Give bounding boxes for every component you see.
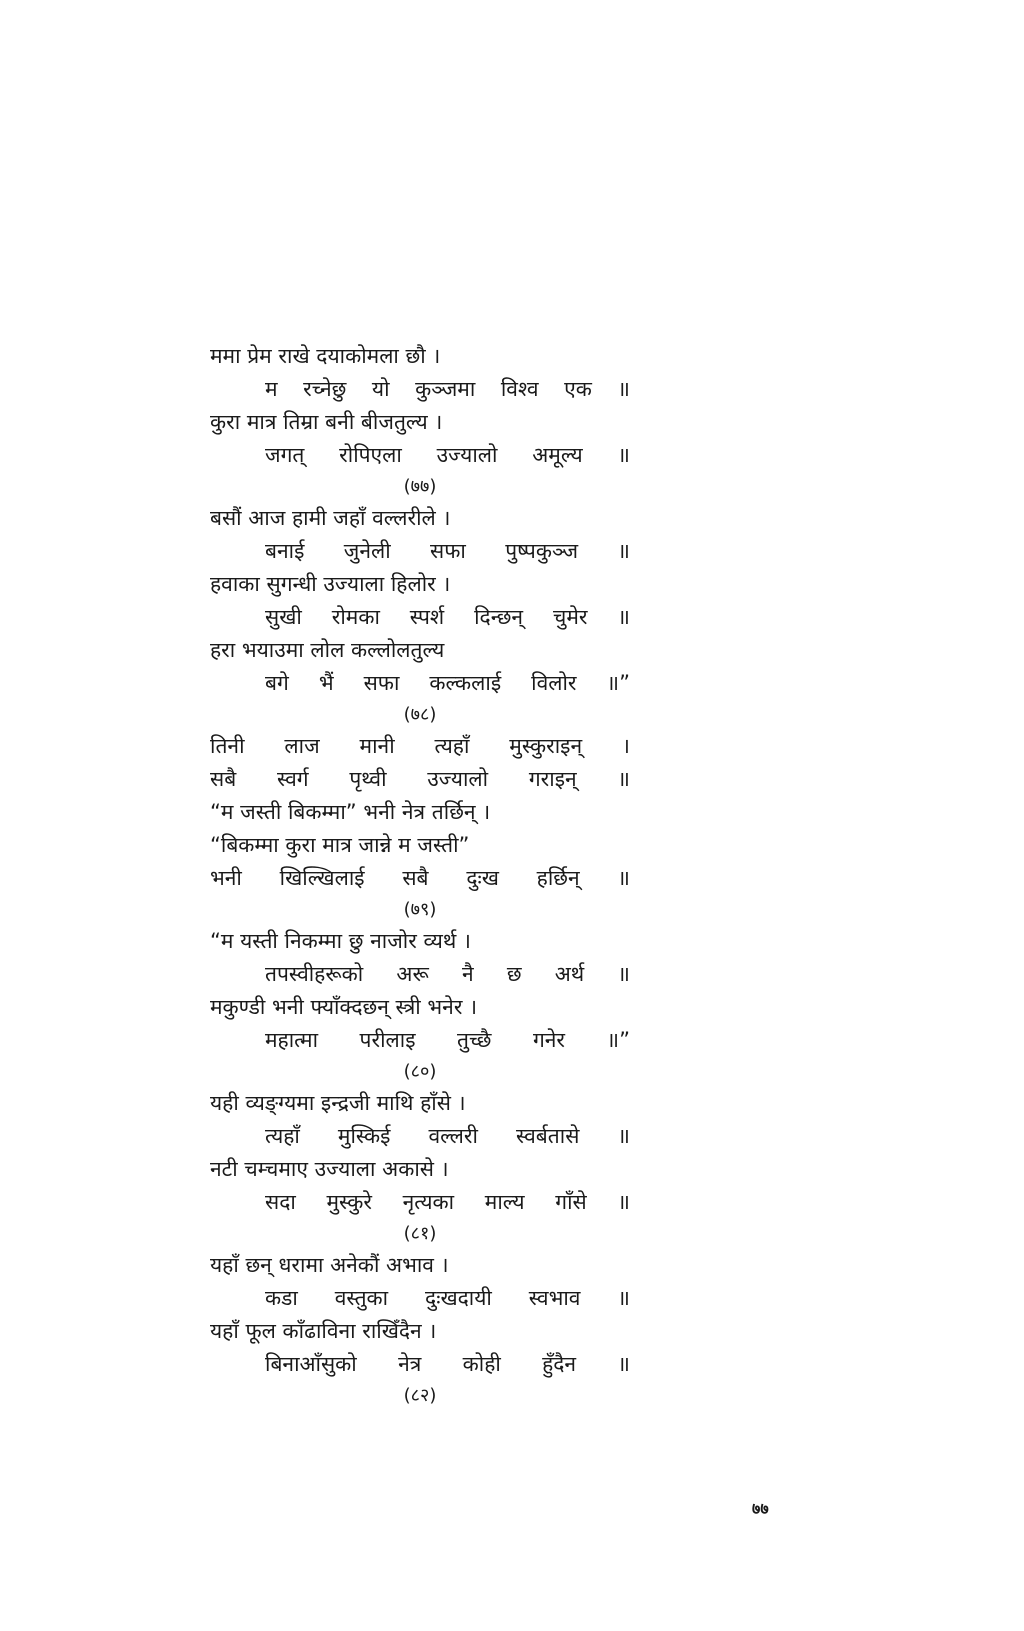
verse-line: “म जस्ती बिकम्मा” भनी नेत्र तर्छिन् ।	[210, 800, 491, 824]
verse-line: म रच्नेछु यो कुञ्जमा विश्व एक ॥	[265, 377, 630, 401]
verse-line: यही व्यङ्ग्यमा इन्द्रजी माथि हाँसे ।	[210, 1091, 466, 1115]
verse-line: यहाँ फूल काँढाविना राखिँदैन ।	[210, 1319, 437, 1343]
verse-line: सबै स्वर्ग पृथ्वी उज्यालो गराइन् ॥	[210, 767, 630, 791]
verse-line: बगे भैं सफा कल्कलाई विलोर ॥”	[265, 671, 630, 695]
stanza-number: (७९)	[403, 899, 437, 920]
page-number: ७७	[752, 1499, 769, 1518]
verse-line: सदा मुस्कुरे नृत्यका माल्य गाँसे ॥	[265, 1190, 630, 1214]
stanza	[210, 1087, 630, 1249]
verse-line: हवाका सुगन्धी उज्याला हिलोर ।	[210, 572, 451, 596]
stanza	[210, 1249, 630, 1411]
stanza-number: (८०)	[403, 1061, 437, 1082]
verse-line: “बिकम्मा कुरा मात्र जान्ने म जस्ती”	[210, 833, 470, 857]
poem-body	[210, 340, 630, 1411]
stanza	[210, 925, 630, 1087]
stanza	[210, 730, 630, 925]
verse-line: बनाई जुनेली सफा पुष्पकुञ्ज ॥	[265, 539, 630, 563]
verse-line: बसौं आज हामी जहाँ वल्लरीले ।	[210, 506, 451, 530]
stanza-number: (७८)	[403, 704, 437, 725]
stanza-number: (८१)	[403, 1223, 437, 1244]
verse-line: बिनाआँसुको नेत्र कोही हुँदैन ॥	[265, 1352, 630, 1376]
verse-line: “म यस्ती निकम्मा छु नाजोर व्यर्थ ।	[210, 929, 471, 953]
stanza-number: (७७)	[403, 476, 437, 497]
verse-line: त्यहाँ मुस्किई वल्लरी स्वर्बतासे ॥	[265, 1124, 630, 1148]
verse-line: तपस्वीहरूको अरू नै छ अर्थ ॥	[265, 962, 630, 986]
verse-line: सुखी रोमका स्पर्श दिन्छन् चुमेर ॥	[265, 605, 630, 629]
verse-line: कुरा मात्र तिम्रा बनी बीजतुल्य ।	[210, 410, 443, 434]
verse-line: नटी चम्चमाए उज्याला अकासे ।	[210, 1157, 449, 1181]
stanza	[210, 502, 630, 730]
verse-line: कडा वस्तुका दुःखदायी स्वभाव ॥	[265, 1286, 630, 1310]
verse-line: तिनी लाज मानी त्यहाँ मुस्कुराइन् ।	[210, 734, 630, 758]
verse-line: मकुण्डी भनी फ्याँक्दछन् स्त्री भनेर ।	[210, 995, 478, 1019]
verse-line: ममा प्रेम राखे दयाकोमला छौ ।	[210, 344, 441, 368]
verse-line: हरा भयाउमा लोल कल्लोलतुल्य	[210, 638, 445, 662]
verse-line: भनी खिल्खिलाई सबै दुःख हर्छिन् ॥	[210, 866, 630, 890]
verse-line: यहाँ छन् धरामा अनेकौं अभाव ।	[210, 1253, 449, 1277]
stanza	[210, 340, 630, 502]
verse-line: महात्मा परीलाइ तुच्छै गनेर ॥”	[265, 1028, 630, 1052]
verse-line: जगत् रोपिएला उज्यालो अमूल्य ॥	[265, 443, 630, 467]
stanza-number: (८२)	[403, 1385, 437, 1406]
